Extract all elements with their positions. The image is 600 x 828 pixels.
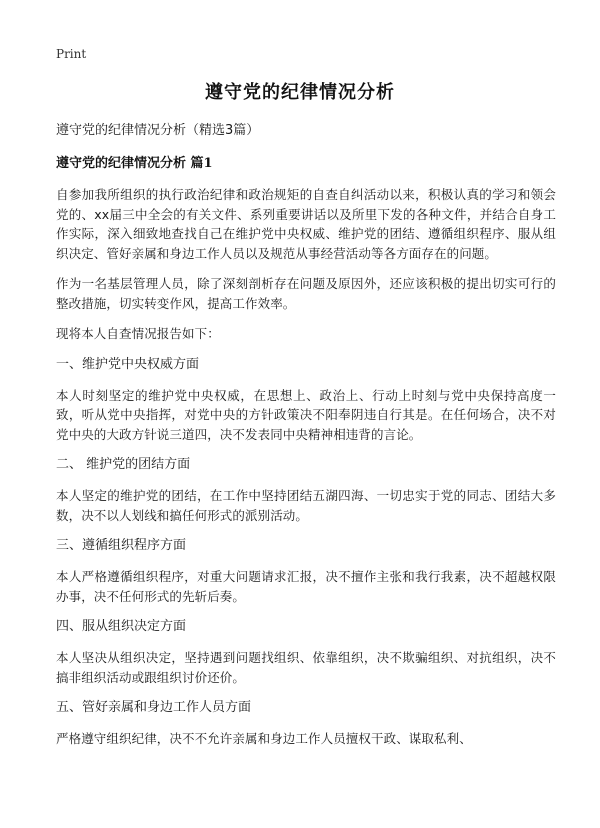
paragraph: 本人时刻坚定的维护党中央权威，在思想上、政治上、行动上时刻与党中央保持高度一致，听从党中央指挥，对党中央的方针政策决不阳奉阴违自行其是。在任何场合，决不对党中央的大政方针说三道四，决不发表同中央精神相违背的言论。 <box>56 387 556 442</box>
paragraph: 现将本人自查情况报告如下： <box>56 326 220 341</box>
paragraph: 本人坚定的维护党的团结，在工作中坚持团结五湖四海、一切忠实于党的同志、团结大多数，决不以人划线和搞任何形式的派别活动。 <box>56 488 556 523</box>
section-heading: 三、遵循组织程序方面 <box>56 538 187 553</box>
document-title: 遵守党的纪律情况分析 <box>205 82 395 103</box>
paragraph: 作为一名基层管理人员，除了深刻剖析存在问题及原因外，还应该积极的提出切实可行的整改措施，切实转变作风，提高工作效率。 <box>56 276 556 311</box>
paragraph: 本人严格遵循组织程序，对重大问题请求汇报，决不擅作主张和我行我素，决不超越权限办事，决不任何形式的先斩后奏。 <box>56 569 556 604</box>
section-heading: 二、 维护党的团结方面 <box>56 457 191 472</box>
document-body <box>56 121 556 760</box>
section-heading: 五、管好亲属和身边工作人员方面 <box>56 700 252 715</box>
paragraph: 本人坚决从组织决定，坚持遇到问题找组织、依靠组织，决不欺骗组织、对抗组织，决不搞非组织活动或跟组织讨价还价。 <box>56 650 556 685</box>
print-label[interactable]: Print <box>56 47 87 61</box>
section-title: 遵守党的纪律情况分析 篇1 <box>56 156 213 171</box>
paragraph: 严格遵守组织纪律，决不不允许亲属和身边工作人员擅权干政、谋取私利、 <box>56 731 472 746</box>
section-heading: 一、维护党中央权威方面 <box>56 356 200 372</box>
document-subtitle: 遵守党的纪律情况分析（精选3篇） <box>56 123 260 138</box>
paragraph: 自参加我所组织的执行政治纪律和政治规矩的自查自纠活动以来，积极认真的学习和领会党的、xx届三中全会的有关文件、系列重要讲话以及所里下发的各种文件，并结合自身工作实际，深入细致地查找自己在维护党中央权威、维护党的团结、遵循组织程序、服从组织决定、管好亲属和身边工作人员以及规范从事经营活动等各方面存在的问题。 <box>56 187 556 261</box>
section-heading: 四、服从组织决定方面 <box>56 619 187 634</box>
